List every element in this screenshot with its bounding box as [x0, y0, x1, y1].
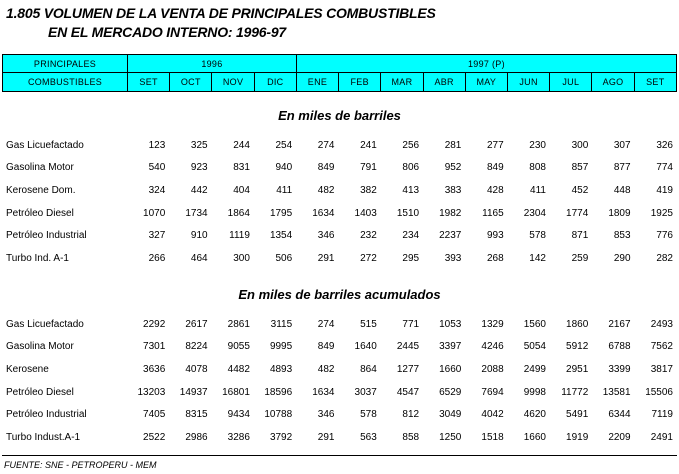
header-month: JUN: [507, 73, 549, 92]
table-cell: 774: [656, 162, 673, 174]
table-cell: 3817: [650, 363, 673, 375]
table-cell: 274: [317, 318, 335, 330]
table-cell: 5054: [523, 341, 546, 353]
table-cell: 300: [571, 139, 589, 151]
table-row: [2, 247, 677, 270]
table-cell: 1070: [143, 207, 166, 219]
table-cell: 2499: [523, 363, 546, 375]
table-cell: 506: [275, 252, 293, 264]
title-line-1: 1.805 VOLUMEN DE LA VENTA DE PRINCIPALES COMBUSTIBLES: [6, 5, 436, 21]
table-cell: 346: [317, 409, 335, 421]
header-month: OCT: [170, 73, 212, 92]
row-label: Gas Licuefactado: [6, 318, 84, 330]
table-cell: 325: [190, 139, 208, 151]
table-cell: 256: [402, 139, 420, 151]
table-row: [2, 426, 677, 449]
table-cell: 4547: [396, 386, 420, 398]
table-row: [2, 202, 677, 225]
table-cell: 14937: [179, 386, 208, 398]
table-cell: 563: [360, 431, 377, 443]
table-cell: 5491: [566, 409, 589, 421]
table-cell: 291: [317, 252, 335, 264]
row-label: Petróleo Diesel: [6, 386, 74, 398]
table-cell: 6344: [608, 409, 631, 421]
table-cell: 7562: [650, 341, 673, 353]
table-cell: 272: [360, 252, 377, 264]
table-cell: 910: [190, 230, 208, 242]
table-cell: 1640: [354, 341, 377, 353]
table-cell: 411: [276, 184, 293, 196]
table-cell: 2861: [227, 318, 250, 330]
table-cell: 10788: [264, 409, 293, 421]
header-year-1996: 1996: [128, 55, 297, 73]
table-cell: 3792: [269, 431, 293, 443]
table-cell: 295: [402, 252, 420, 264]
table-cell: 791: [360, 162, 377, 174]
table-cell: 4042: [481, 409, 504, 421]
table-cell: 776: [656, 230, 673, 242]
section-title-2: En miles de barriles acumulados: [238, 287, 441, 302]
table-cell: 244: [233, 139, 250, 151]
row-label: Kerosene Dom.: [6, 184, 76, 196]
table-cell: 282: [656, 252, 673, 264]
table-cell: 2491: [650, 431, 673, 443]
table-cell: 2209: [608, 431, 631, 443]
table-cell: 5912: [566, 341, 589, 353]
table-cell: 8315: [185, 409, 208, 421]
table-cell: 4482: [227, 363, 250, 375]
table-cell: 290: [613, 252, 631, 264]
table-cell: 254: [275, 139, 293, 151]
table-cell: 1660: [439, 363, 462, 375]
table-cell: 18596: [264, 386, 293, 398]
table-row: [2, 336, 677, 359]
table-cell: 2951: [566, 363, 589, 375]
table-cell: 142: [529, 252, 546, 264]
table-cell: 3286: [227, 431, 250, 443]
table-cell: 13581: [602, 386, 631, 398]
table-cell: 2986: [185, 431, 208, 443]
table-cell: 1510: [396, 207, 420, 219]
table-cell: 923: [190, 162, 208, 174]
row-label: Turbo Indust.A-1: [6, 431, 81, 443]
table-cell: 849: [317, 162, 335, 174]
table-cell: 326: [656, 139, 673, 151]
table-cell: 4246: [481, 341, 504, 353]
table-row: [2, 224, 677, 247]
table-cell: 7301: [143, 341, 166, 353]
table-cell: 234: [402, 230, 420, 242]
table-cell: 383: [444, 184, 462, 196]
table-cell: 1925: [650, 207, 673, 219]
row-label: Kerosene: [6, 363, 49, 375]
table-cell: 2167: [608, 318, 631, 330]
table-cell: 277: [486, 139, 504, 151]
table-cell: 2292: [143, 318, 166, 330]
section-title-1: En miles de barriles: [278, 108, 401, 123]
table-cell: 9434: [227, 409, 250, 421]
table-row: [2, 179, 677, 202]
table-cell: 864: [360, 363, 377, 375]
table-cell: 858: [402, 431, 420, 443]
table-cell: 230: [529, 139, 546, 151]
table-cell: 393: [444, 252, 462, 264]
data-table-monthly: [2, 134, 677, 270]
header-month: NOV: [212, 73, 254, 92]
table-cell: 993: [486, 230, 504, 242]
table-cell: 9055: [227, 341, 250, 353]
table-cell: 1250: [439, 431, 462, 443]
header-month: ABR: [423, 73, 465, 92]
title-line-2: EN EL MERCADO INTERNO: 1996-97: [48, 24, 287, 40]
table-cell: 849: [317, 341, 335, 353]
table-cell: 404: [233, 184, 250, 196]
table-cell: 411: [530, 184, 546, 196]
row-label: Petróleo Industrial: [6, 409, 87, 421]
table-cell: 1660: [523, 431, 546, 443]
table-cell: 1919: [566, 431, 589, 443]
table-cell: 11772: [561, 386, 589, 398]
table-cell: 6529: [439, 386, 462, 398]
table-cell: 1634: [312, 386, 335, 398]
table-cell: 2304: [523, 207, 546, 219]
row-label: Gas Licuefactado: [6, 139, 84, 151]
table-cell: 7694: [481, 386, 504, 398]
table-cell: 1734: [185, 207, 208, 219]
table-cell: 442: [190, 184, 208, 196]
table-cell: 3397: [439, 341, 462, 353]
table-cell: 2493: [650, 318, 673, 330]
source-note: FUENTE: SNE - PETROPERU - MEM: [4, 460, 157, 470]
table-cell: 327: [148, 230, 166, 242]
table-cell: 7119: [651, 409, 673, 421]
table-cell: 1165: [482, 207, 504, 219]
table-cell: 4620: [523, 409, 546, 421]
table-cell: 812: [402, 409, 420, 421]
table-cell: 16801: [222, 386, 250, 398]
table-cell: 1795: [269, 207, 293, 219]
table-cell: 9995: [269, 341, 293, 353]
table-cell: 1403: [354, 207, 377, 219]
row-label: Gasolina Motor: [6, 162, 74, 174]
table-cell: 268: [486, 252, 504, 264]
table-cell: 806: [402, 162, 420, 174]
table-cell: 808: [529, 162, 546, 174]
table-cell: 1354: [269, 230, 293, 242]
column-header: [2, 54, 677, 92]
header-label-bottom: COMBUSTIBLES: [3, 73, 128, 92]
table-cell: 1774: [566, 207, 589, 219]
table-cell: 877: [613, 162, 631, 174]
header-month: JUL: [550, 73, 592, 92]
table-cell: 9998: [523, 386, 546, 398]
header-month: MAY: [465, 73, 507, 92]
table-cell: 3636: [143, 363, 166, 375]
header-month: DIC: [254, 73, 296, 92]
table-cell: 324: [148, 184, 166, 196]
table-cell: 448: [613, 184, 631, 196]
table-cell: 6788: [608, 341, 631, 353]
header-month: SET: [634, 73, 676, 92]
data-table-cumulative: [2, 313, 677, 449]
table-cell: 382: [360, 184, 377, 196]
row-label: Turbo Ind. A-1: [6, 252, 69, 264]
table-cell: 2088: [481, 363, 504, 375]
table-cell: 771: [402, 318, 420, 330]
table-cell: 578: [360, 409, 377, 421]
table-cell: 1518: [481, 431, 504, 443]
header-month: AGO: [592, 73, 634, 92]
table-cell: 1982: [439, 207, 462, 219]
table-cell: 482: [317, 184, 335, 196]
table-cell: 1809: [608, 207, 631, 219]
table-cell: 419: [656, 184, 673, 196]
table-cell: 452: [571, 184, 589, 196]
table-cell: 1277: [396, 363, 420, 375]
table-cell: 2522: [143, 431, 166, 443]
table-cell: 123: [148, 139, 166, 151]
table-cell: 1560: [523, 318, 546, 330]
table-cell: 1119: [229, 230, 250, 242]
table-cell: 3049: [439, 409, 462, 421]
table-cell: 578: [529, 230, 546, 242]
table-cell: 857: [571, 162, 589, 174]
table-cell: 7405: [143, 409, 166, 421]
row-label: Petróleo Industrial: [6, 230, 87, 242]
table-row: [2, 313, 677, 336]
table-cell: 281: [444, 139, 462, 151]
table-cell: 259: [571, 252, 589, 264]
table-cell: 952: [444, 162, 462, 174]
table-cell: 1053: [439, 318, 462, 330]
table-cell: 2237: [439, 230, 462, 242]
table-cell: 4893: [269, 363, 293, 375]
table-cell: 1864: [227, 207, 250, 219]
table-cell: 266: [148, 252, 166, 264]
table-cell: 13203: [137, 386, 166, 398]
table-cell: 831: [233, 162, 250, 174]
table-cell: 4078: [185, 363, 208, 375]
table-cell: 515: [360, 318, 377, 330]
header-month: FEB: [339, 73, 381, 92]
table-cell: 15506: [645, 386, 673, 398]
table-cell: 853: [613, 230, 631, 242]
table-cell: 8224: [185, 341, 208, 353]
table-cell: 849: [486, 162, 504, 174]
table-row: [2, 157, 677, 180]
page-title: [6, 4, 436, 42]
header-year-1997: 1997 (P): [296, 55, 676, 73]
table-cell: 3037: [354, 386, 377, 398]
table-cell: 464: [190, 252, 208, 264]
table-cell: 413: [402, 184, 420, 196]
footer-divider: [2, 455, 677, 456]
table-cell: 3399: [608, 363, 631, 375]
table-cell: 1634: [312, 207, 335, 219]
table-cell: 274: [317, 139, 335, 151]
table-cell: 428: [486, 184, 504, 196]
header-month: SET: [128, 73, 170, 92]
table-cell: 300: [233, 252, 250, 264]
table-cell: 291: [317, 431, 335, 443]
header-label-top: PRINCIPALES: [3, 55, 128, 73]
table-cell: 346: [317, 230, 335, 242]
table-row: [2, 134, 677, 157]
header-month: MAR: [381, 73, 423, 92]
table-cell: 2617: [185, 318, 208, 330]
row-label: Gasolina Motor: [6, 341, 74, 353]
table-cell: 940: [275, 162, 293, 174]
table-cell: 1860: [566, 318, 589, 330]
table-cell: 307: [613, 139, 631, 151]
table-cell: 540: [148, 162, 166, 174]
row-label: Petróleo Diesel: [6, 207, 74, 219]
table-cell: 3115: [270, 318, 293, 330]
table-cell: 2445: [396, 341, 420, 353]
table-cell: 232: [360, 230, 377, 242]
header-month: ENE: [296, 73, 338, 92]
table-row: [2, 358, 677, 381]
table-cell: 1329: [481, 318, 504, 330]
table-row: [2, 403, 677, 426]
table-cell: 871: [571, 230, 589, 242]
table-cell: 482: [317, 363, 335, 375]
table-cell: 241: [360, 139, 377, 151]
table-row: [2, 381, 677, 404]
